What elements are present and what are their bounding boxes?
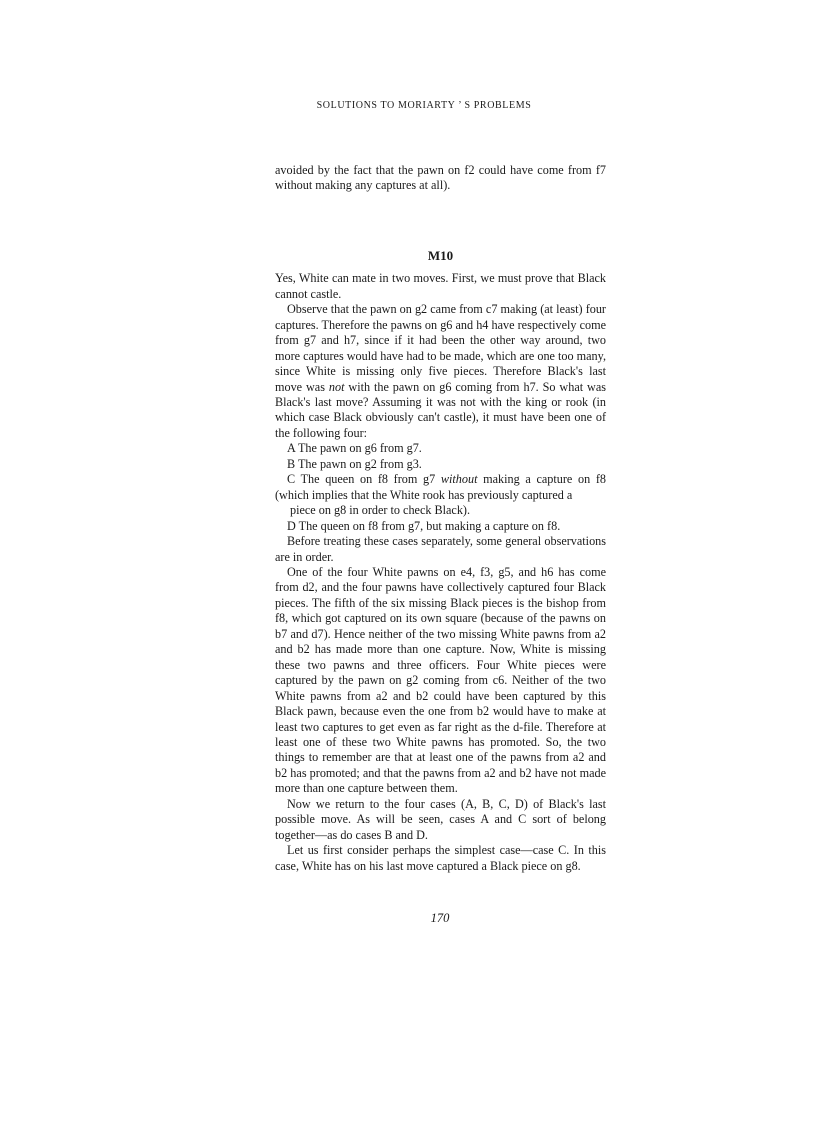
case-c xyxy=(275,472,606,503)
section-heading: M10 xyxy=(427,247,454,263)
paragraph-4: One of the four White pawns on e4, f3, g5, and h6 has come from d2, and the four pawns have collectively captured four Black pieces. The fifth of the six missing Black pieces is the bishop from f8, which got captured on its own square (because of the pawns on b7 and d7). Hence neither of the two missing White pawns from a2 and b2 has made more than one capture. Now, White is missing these two pawns and three officers. Four White pieces were captured by the pawn on g2 coming from c6. Neither of the two White pawns from a2 and b2 could have been captured by this Black pawn, because even the one from b2 would have to make at least two captures to get even as far right as the d-file. Therefore at least one of these two White pawns has promoted. So, the two things to remember are that at least one of the pawns from a2 and b2 has promoted; and that the pawns from a2 and b2 have not made more than one capture between them. xyxy=(275,564,606,796)
page-number: 170 xyxy=(430,911,450,925)
paragraph-2-emphasis: not xyxy=(328,379,345,394)
intro-paragraph: avoided by the fact that the pawn on f2 could have come from f7 without making any captures at all). xyxy=(275,163,606,193)
case-c-emphasis: without xyxy=(440,472,478,487)
case-a: A The pawn on g6 from g7. xyxy=(287,441,422,456)
paragraph-5: Now we return to the four cases (A, B, C, D) of Black's last possible move. As will be seen, cases A and C sort of belong together—as do cases B and D. xyxy=(275,796,606,842)
paragraph-3: Before treating these cases separately, some general observations are in order. xyxy=(275,534,606,564)
running-head: SOLUTIONS TO MORIARTY ’ S PROBLEMS xyxy=(316,100,532,111)
text-column xyxy=(275,163,606,874)
case-d: D The queen on f8 from g7, but making a capture on f8. xyxy=(287,518,561,533)
case-c-text-b: making a capture on f8 (which implies that the White rook has previously captured a xyxy=(275,472,606,502)
paragraph-2 xyxy=(275,302,606,441)
paragraph-2-text-a: Observe that the pawn on g2 came from c7 making (at least) four captures. Therefore the pawns on g6 and h4 have respectively come from g7 and h7, since if it had been the other way around, two more captures would have had to be made, which are one too many, since White is missing only five pieces. Therefore Black's last move was xyxy=(275,302,606,394)
paragraph-1: Yes, White can mate in two moves. First, we must prove that Black cannot castle. xyxy=(275,271,606,301)
paragraph-2-text-b: with the pawn on g6 coming from h7. So what was Black's last move? Assuming it was not with the king or rook (in which case Black obviously can't castle), it must have been one of the following four: xyxy=(275,379,607,440)
paragraph-6: Let us first consider perhaps the simplest case—case C. In this case, White has on his last move captured a Black piece on g8. xyxy=(275,843,606,873)
case-c-text-a: C The queen on f8 from g7 xyxy=(287,472,441,487)
case-c-continuation: piece on g8 in order to check Black). xyxy=(290,503,471,518)
case-b: B The pawn on g2 from g3. xyxy=(287,456,422,471)
